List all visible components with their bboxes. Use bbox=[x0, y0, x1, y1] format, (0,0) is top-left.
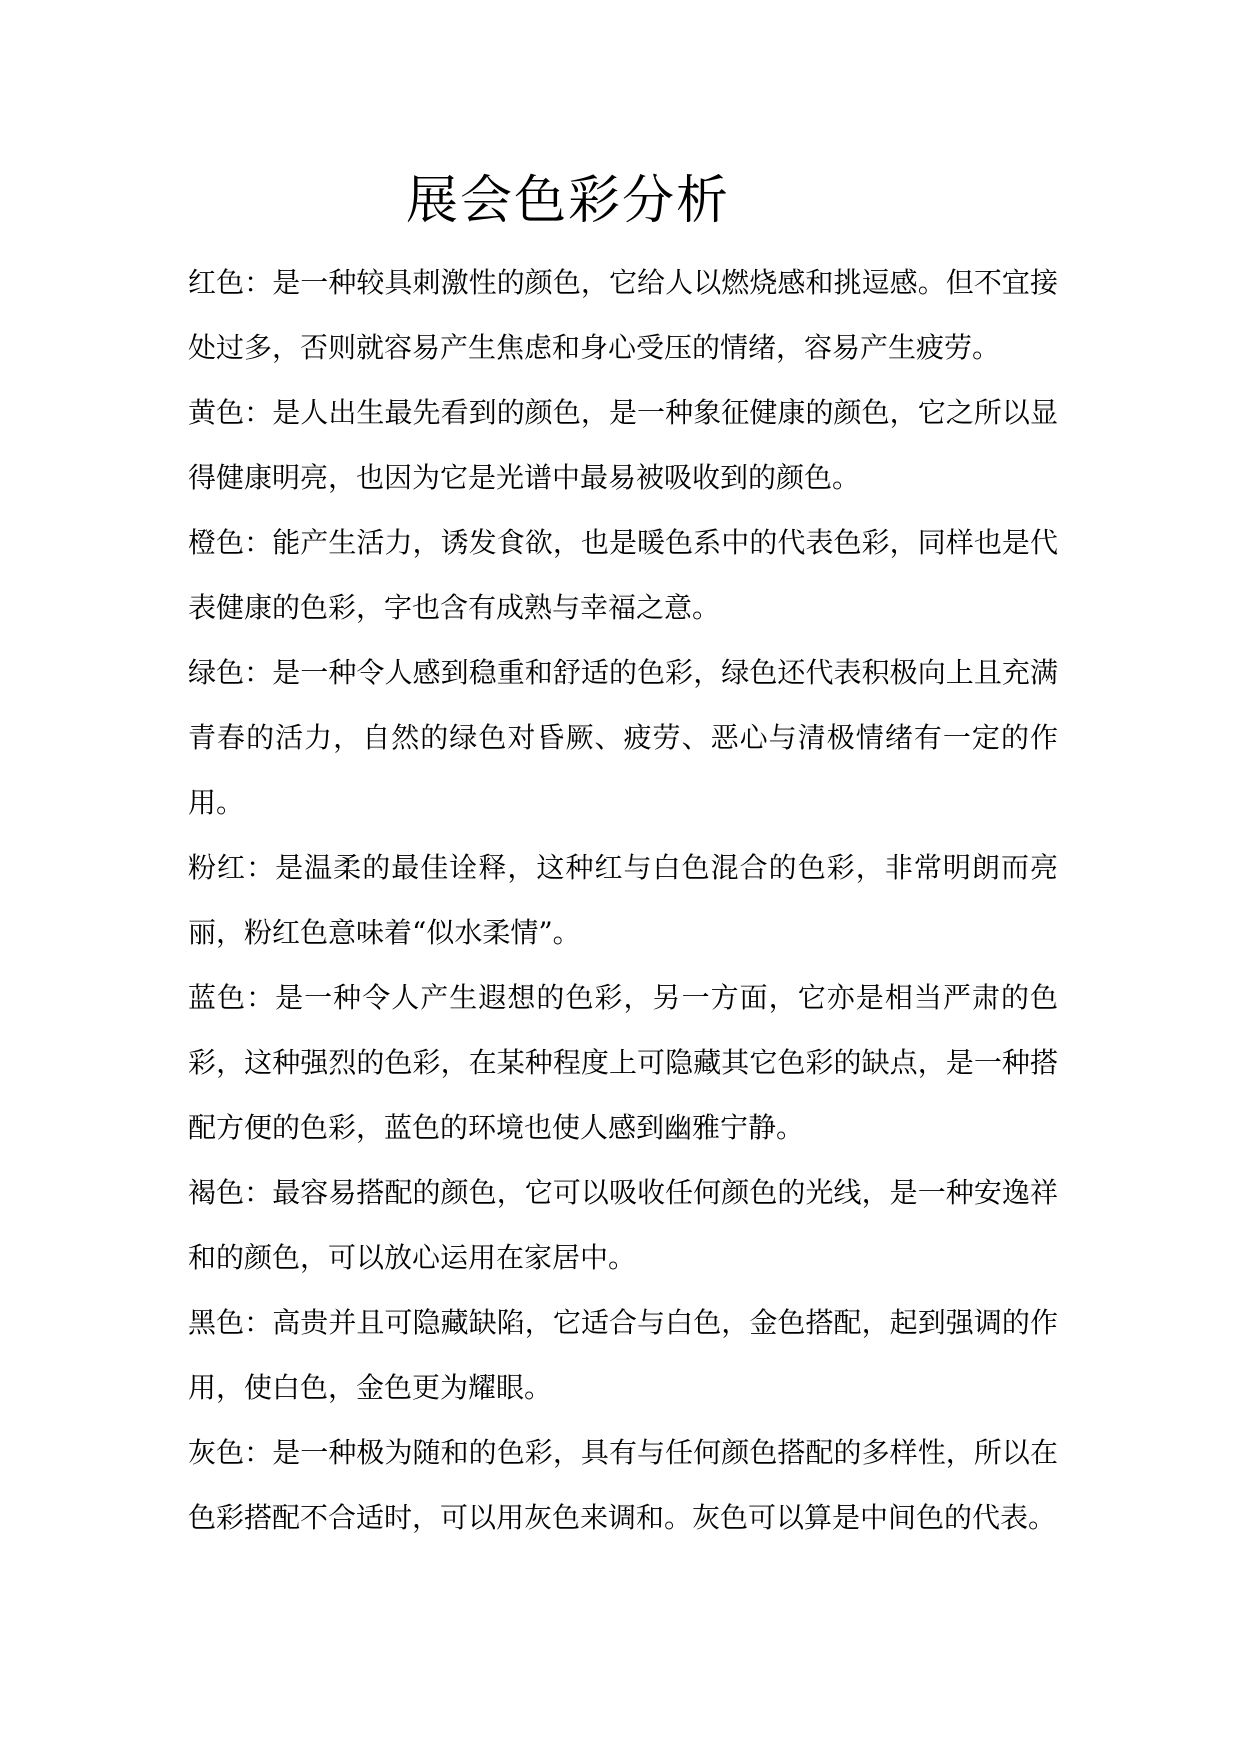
paragraph-blue: 蓝色：是一种令人产生遐想的色彩，另一方面，它亦是相当严肃的色彩，这种强烈的色彩，在某种程度上可隐藏其它色彩的缺点，是一种搭配方便的色彩，蓝色的环境也使人感到幽雅宁静。 bbox=[188, 981, 1058, 1144]
paragraph-orange: 橙色：能产生活力，诱发食欲，也是暖色系中的代表色彩，同样也是代表健康的色彩，字也含有成熟与幸福之意。 bbox=[188, 526, 1058, 624]
paragraph-pink: 粉红：是温柔的最佳诠释，这种红与白色混合的色彩，非常明朗而亮丽，粉红色意味着“似水柔情”。 bbox=[188, 851, 1058, 949]
paragraph-yellow: 黄色：是人出生最先看到的颜色，是一种象征健康的颜色，它之所以显得健康明亮，也因为它是光谱中最易被吸收到的颜色。 bbox=[188, 396, 1058, 494]
page-title: 展会色彩分析 bbox=[405, 171, 730, 231]
paragraph-green: 绿色：是一种令人感到稳重和舒适的色彩，绿色还代表积极向上且充满青春的活力，自然的绿色对昏厥、疲劳、恶心与清极情绪有一定的作用。 bbox=[188, 656, 1058, 819]
paragraph-red: 红色：是一种较具刺激性的颜色，它给人以燃烧感和挑逗感。但不宜接处过多，否则就容易产生焦虑和身心受压的情绪，容易产生疲劳。 bbox=[188, 266, 1058, 364]
paragraph-gray: 灰色：是一种极为随和的色彩，具有与任何颜色搭配的多样性，所以在色彩搭配不合适时，可以用灰色来调和。灰色可以算是中间色的代表。 bbox=[188, 1436, 1058, 1534]
document-body bbox=[188, 250, 1058, 1550]
paragraph-brown: 褐色：最容易搭配的颜色，它可以吸收任何颜色的光线，是一种安逸祥和的颜色，可以放心运用在家居中。 bbox=[188, 1176, 1058, 1274]
paragraph-black: 黑色：高贵并且可隐藏缺陷，它适合与白色，金色搭配，起到强调的作用，使白色，金色更为耀眼。 bbox=[188, 1306, 1058, 1404]
